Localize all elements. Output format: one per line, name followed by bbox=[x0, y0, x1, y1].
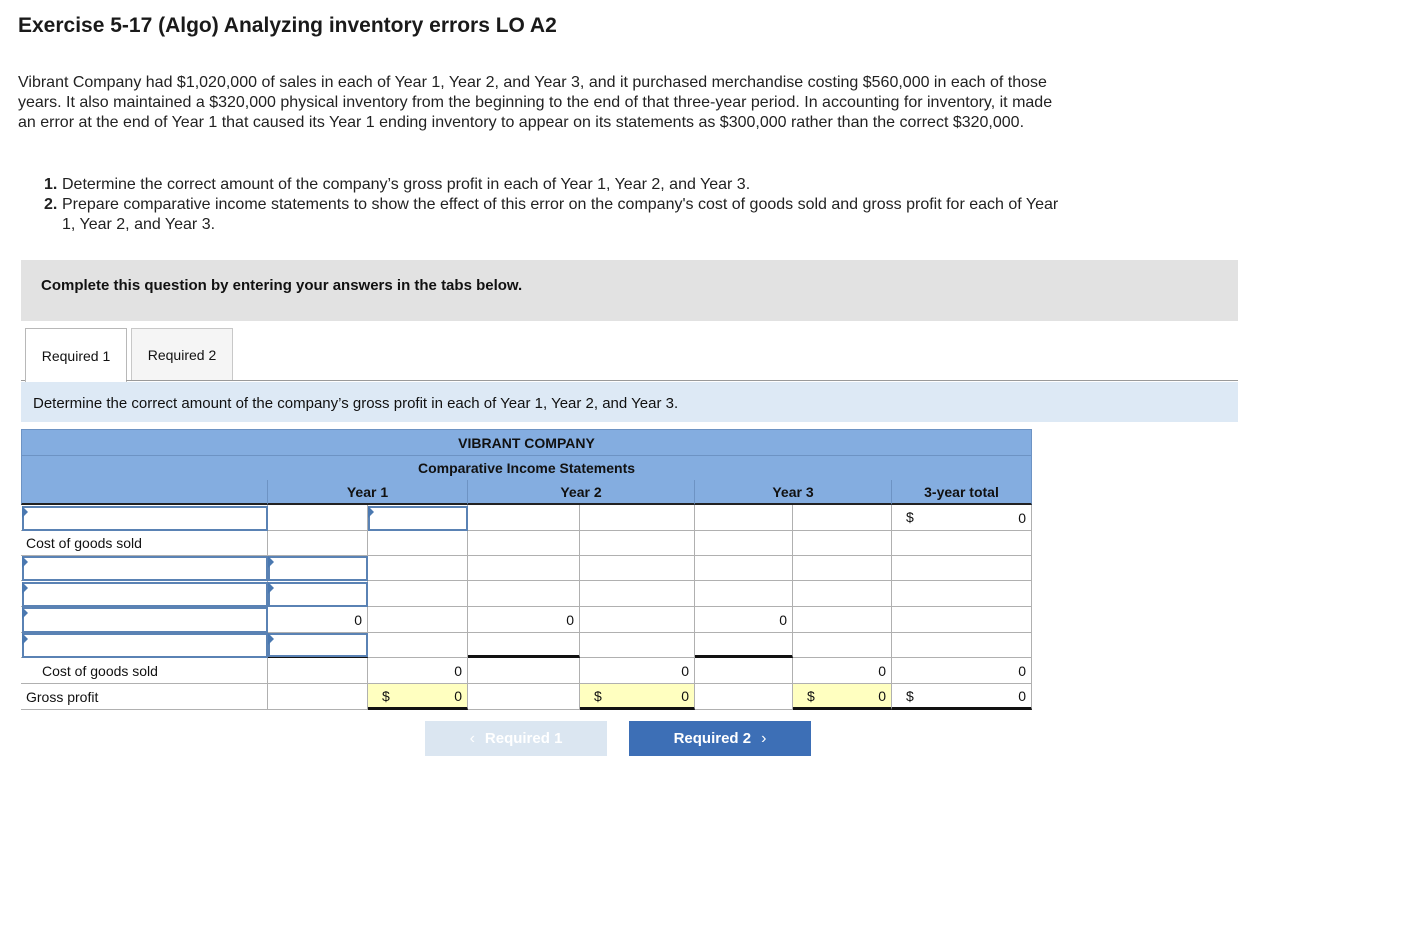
year-1-cogs: 0 bbox=[368, 658, 468, 684]
cogs-item-2-year-1-input[interactable] bbox=[268, 582, 368, 607]
chevron-left-icon: ‹ bbox=[469, 729, 475, 747]
table-cell bbox=[268, 505, 368, 531]
requirement-text: Determine the correct amount of the company’s gross profit in each of Year 1, Year 2, and Year 3. bbox=[62, 176, 751, 193]
year-3-subtotal: 0 bbox=[695, 607, 793, 633]
problem-statement: Vibrant Company had $1,020,000 of sales in each of Year 1, Year 2, and Year 3, and it purchased merchandise costing $560,000 in each of those years. It also maintained a $320,000 physical inventory from the beginning to the end of that three-year period. In accounting for inventory, it made an error at the end of Year 1 that caused its Year 1 ending inventory to appear on its statements as $300,000 rather than the correct $320,000. bbox=[18, 74, 1053, 131]
year-1-subtotal: 0 bbox=[268, 607, 368, 633]
tab-required-1[interactable] bbox=[25, 328, 127, 382]
table-cell bbox=[695, 658, 793, 684]
year-2-gross-profit bbox=[580, 684, 695, 710]
tab-required-2[interactable] bbox=[131, 328, 233, 381]
table-cell bbox=[468, 658, 580, 684]
column-header-year-3: Year 3 bbox=[695, 480, 892, 505]
statement-title-header: Comparative Income Statements bbox=[21, 455, 1032, 481]
table-cell bbox=[695, 633, 793, 658]
gross-profit-label: Gross profit bbox=[21, 684, 268, 710]
table-cell bbox=[580, 581, 695, 607]
tab-label: Required 2 bbox=[147, 347, 217, 363]
page-title: Exercise 5-17 (Algo) Analyzing inventory errors LO A2 bbox=[18, 14, 557, 37]
cogs-item-2-name-input[interactable] bbox=[22, 582, 268, 607]
cogs-subtotal-name-input[interactable] bbox=[22, 607, 268, 633]
table-cell bbox=[793, 505, 892, 531]
table-cell bbox=[580, 531, 695, 556]
table-cell bbox=[368, 581, 468, 607]
currency-symbol: $ bbox=[382, 688, 390, 704]
table-cell bbox=[695, 531, 793, 556]
previous-required-button[interactable] bbox=[425, 721, 607, 756]
year-1-gross-profit bbox=[368, 684, 468, 710]
next-button-label: Required 2 bbox=[673, 730, 752, 747]
chevron-right-icon: › bbox=[761, 729, 767, 747]
tab-instruction-text: Determine the correct amount of the company’s gross profit in each of Year 1, Year 2, and Year 3. bbox=[33, 395, 679, 412]
row-1-total-value: 0 bbox=[1018, 509, 1026, 526]
account-name-input[interactable] bbox=[22, 506, 268, 531]
total-gross-profit bbox=[892, 684, 1032, 710]
table-cell bbox=[892, 531, 1032, 556]
tab-divider bbox=[126, 380, 1238, 381]
requirement-item bbox=[44, 195, 1064, 235]
year-1-amount-input[interactable] bbox=[368, 506, 468, 531]
currency-symbol: $ bbox=[906, 509, 914, 525]
currency-symbol: $ bbox=[906, 688, 914, 704]
table-cell bbox=[793, 531, 892, 556]
column-header-year-2: Year 2 bbox=[468, 480, 695, 505]
table-cell bbox=[695, 581, 793, 607]
currency-symbol: $ bbox=[807, 688, 815, 704]
tab-label: Required 1 bbox=[41, 347, 111, 364]
table-cell bbox=[468, 505, 580, 531]
table-cell bbox=[793, 581, 892, 607]
instructions-banner bbox=[21, 260, 1238, 321]
table-cell bbox=[793, 556, 892, 581]
cogs-item-1-year-1-input[interactable] bbox=[268, 556, 368, 581]
table-cell bbox=[468, 633, 580, 658]
year-2-subtotal: 0 bbox=[468, 607, 580, 633]
table-cell bbox=[468, 531, 580, 556]
requirement-item bbox=[44, 175, 1064, 195]
cogs-item-3-name-input[interactable] bbox=[22, 633, 268, 658]
table-cell bbox=[580, 607, 695, 633]
table-cell bbox=[580, 505, 695, 531]
table-cell bbox=[468, 684, 580, 710]
cogs-item-1-name-input[interactable] bbox=[22, 556, 268, 581]
cost-of-goods-sold-label: Cost of goods sold bbox=[21, 658, 268, 684]
total-cogs: 0 bbox=[892, 658, 1032, 684]
table-cell bbox=[580, 633, 695, 658]
currency-symbol: $ bbox=[594, 688, 602, 704]
year-2-cogs: 0 bbox=[580, 658, 695, 684]
year-1-gross-profit-value: 0 bbox=[454, 687, 462, 704]
row-1-total bbox=[892, 505, 1032, 531]
table-cell bbox=[695, 684, 793, 710]
column-header-year-1: Year 1 bbox=[268, 480, 468, 505]
year-3-gross-profit bbox=[793, 684, 892, 710]
previous-button-label: Required 1 bbox=[484, 730, 563, 747]
column-header-3-year-total: 3-year total bbox=[892, 480, 1032, 505]
year-2-gross-profit-value: 0 bbox=[681, 687, 689, 704]
year-3-gross-profit-value: 0 bbox=[878, 687, 886, 704]
table-cell bbox=[580, 556, 695, 581]
requirement-number: 1. bbox=[44, 176, 58, 193]
table-cell bbox=[892, 633, 1032, 658]
income-statement-table bbox=[21, 429, 1032, 710]
table-cell bbox=[793, 633, 892, 658]
table-cell bbox=[268, 531, 368, 556]
table-cell bbox=[268, 684, 368, 710]
company-name-header: VIBRANT COMPANY bbox=[21, 429, 1032, 456]
table-cell bbox=[468, 556, 580, 581]
tab-instruction-bar bbox=[21, 382, 1238, 422]
requirements-list bbox=[44, 175, 1064, 235]
table-cell bbox=[892, 607, 1032, 633]
table-cell bbox=[892, 556, 1032, 581]
column-header-label bbox=[21, 480, 268, 505]
table-cell bbox=[468, 581, 580, 607]
table-cell bbox=[695, 505, 793, 531]
table-cell bbox=[695, 556, 793, 581]
table-cell bbox=[892, 581, 1032, 607]
year-3-cogs: 0 bbox=[793, 658, 892, 684]
tab-divider bbox=[21, 380, 25, 381]
next-required-button[interactable] bbox=[629, 721, 811, 756]
table-cell bbox=[793, 607, 892, 633]
table-cell bbox=[368, 531, 468, 556]
requirement-number: 2. bbox=[44, 196, 58, 213]
requirement-text: Prepare comparative income statements to show the effect of this error on the company's cost of goods sold and gross profit for each of Year 1, Year 2, and Year 3. bbox=[62, 196, 1059, 233]
table-cell bbox=[268, 658, 368, 684]
instructions-banner-text: Complete this question by entering your answers in the tabs below. bbox=[41, 277, 523, 294]
cost-of-goods-sold-heading: Cost of goods sold bbox=[21, 531, 268, 556]
table-cell bbox=[368, 633, 468, 658]
table-cell bbox=[368, 607, 468, 633]
total-gross-profit-value: 0 bbox=[1018, 687, 1026, 704]
cogs-item-3-year-1-input[interactable] bbox=[268, 633, 368, 657]
table-cell bbox=[368, 556, 468, 581]
